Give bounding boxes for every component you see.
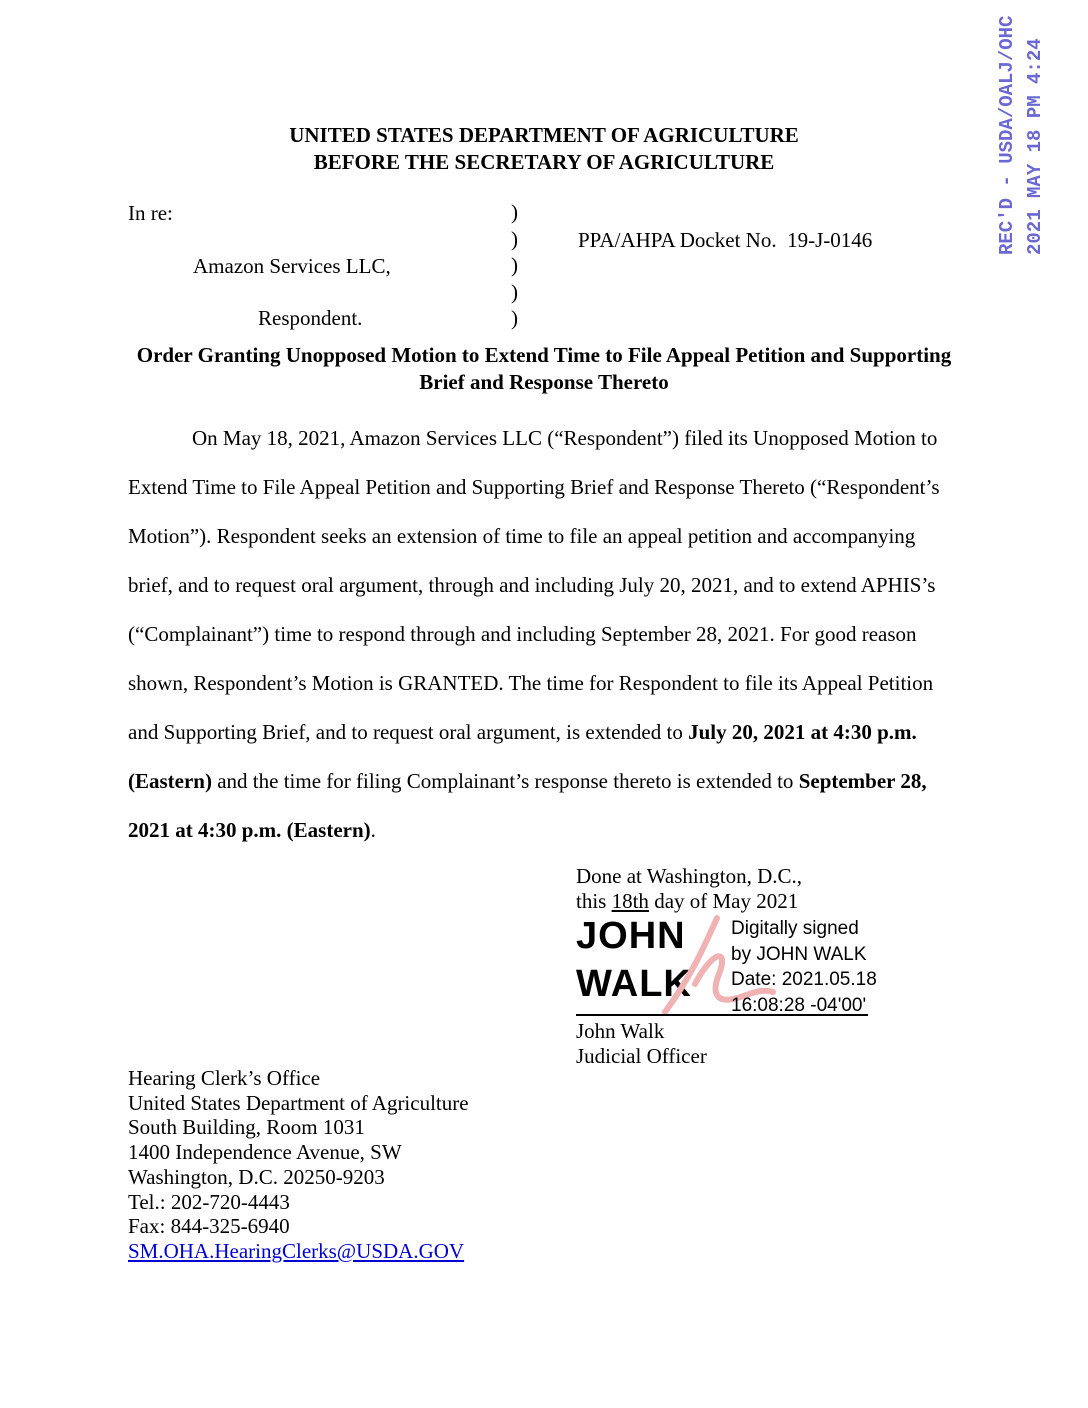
caption-paren-2: ) [511, 226, 518, 251]
done-at-line2 [576, 889, 802, 914]
digital-signature-details-line4: 16:08:28 -04'00' [731, 994, 867, 1016]
caption-divider [511, 199, 518, 332]
address-line-tel: Tel.: 202-720-4443 [128, 1189, 290, 1214]
digital-signature-name-line1: JOHN [576, 915, 686, 957]
caption-paren-5: ) [511, 306, 518, 330]
done-at-line2-post: day of May 2021 [648, 889, 799, 913]
order-title-line1: Order Granting Unopposed Motion to Extend Time to File Appeal Petition and Supporting [136, 343, 952, 367]
caption-paren-1: ) [511, 200, 518, 224]
order-title-line2: Brief and Response Thereto [419, 370, 669, 394]
docket-number: PPA/AHPA Docket No. 19-J-0146 [578, 228, 873, 252]
address-line-office: Hearing Clerk’s Office [128, 1066, 321, 1090]
caption-in-re: In re: [128, 201, 173, 225]
received-stamp-line1: REC'D - USDA/OALJ/OHC [996, 15, 1018, 255]
signature-line [576, 1014, 868, 1016]
hearing-clerks-email-link[interactable]: SM.OHA.HearingClerks@USDA.GOV [128, 1238, 465, 1263]
done-at-line1: Done at Washington, D.C., [576, 864, 802, 888]
digital-signature-details-line1: Digitally signed [731, 918, 859, 939]
done-at-day: 18th [611, 889, 649, 913]
caption-party: Amazon Services LLC, [193, 254, 391, 278]
digital-signature-name-line2: WALK [576, 963, 692, 1005]
caption-paren-4: ) [511, 279, 518, 304]
done-at-block [576, 864, 802, 914]
address-line-department: United States Department of Agriculture [128, 1090, 469, 1115]
hearing-clerk-address-block [128, 1066, 469, 1264]
address-line-city: Washington, D.C. 20250-9203 [128, 1164, 385, 1189]
address-line-building: South Building, Room 1031 [128, 1115, 365, 1140]
signer-title: Judicial Officer [576, 1043, 707, 1068]
address-line-fax: Fax: 844-325-6940 [128, 1214, 290, 1239]
caption-party-role: Respondent. [258, 306, 363, 330]
order-title [0, 342, 1088, 396]
digital-signature-details-line2: by JOHN WALK [731, 943, 867, 965]
court-header-line1: UNITED STATES DEPARTMENT OF AGRICULTURE [289, 123, 799, 147]
signer-name: John Walk [576, 1019, 665, 1043]
received-stamp-line2: 2021 MAY 18 PM 4:24 [1024, 38, 1046, 255]
address-line-street: 1400 Independence Avenue, SW [128, 1140, 402, 1165]
caption-paren-3: ) [511, 253, 518, 277]
court-header-line2: BEFORE THE SECRETARY OF AGRICULTURE [313, 150, 775, 174]
court-header [0, 122, 1088, 176]
done-at-line2-pre: this [576, 889, 612, 913]
digital-signature-details [731, 916, 877, 1018]
signer-block [576, 1019, 707, 1068]
order-body-paragraph: On May 18, 2021, Amazon Services LLC (“Respondent”) filed its Unopposed Motion to Extend Time to File Appeal Petition and Supporting Brief and Response Thereto (“Respondent’s Motion”). Respondent seeks an extension of time to file an appeal petition and accompanying brief, and to request oral argument, through and including July 20, 2021, and to extend APHIS’s (“Complainant”) time to respond through and including September 28, 2021. For good reason shown, Respondent’s Motion is GRANTED. The time for Respondent to file its Appeal Petition and Supporting Brief, and to request oral argument, is extended to July 20, 2021 at 4:30 p.m. (Eastern) and the time for filing Complainant’s response thereto is extended to September 28, 2021 at 4:30 p.m. (Eastern). [128, 426, 940, 842]
digital-signature-details-line3: Date: 2021.05.18 [731, 969, 877, 990]
